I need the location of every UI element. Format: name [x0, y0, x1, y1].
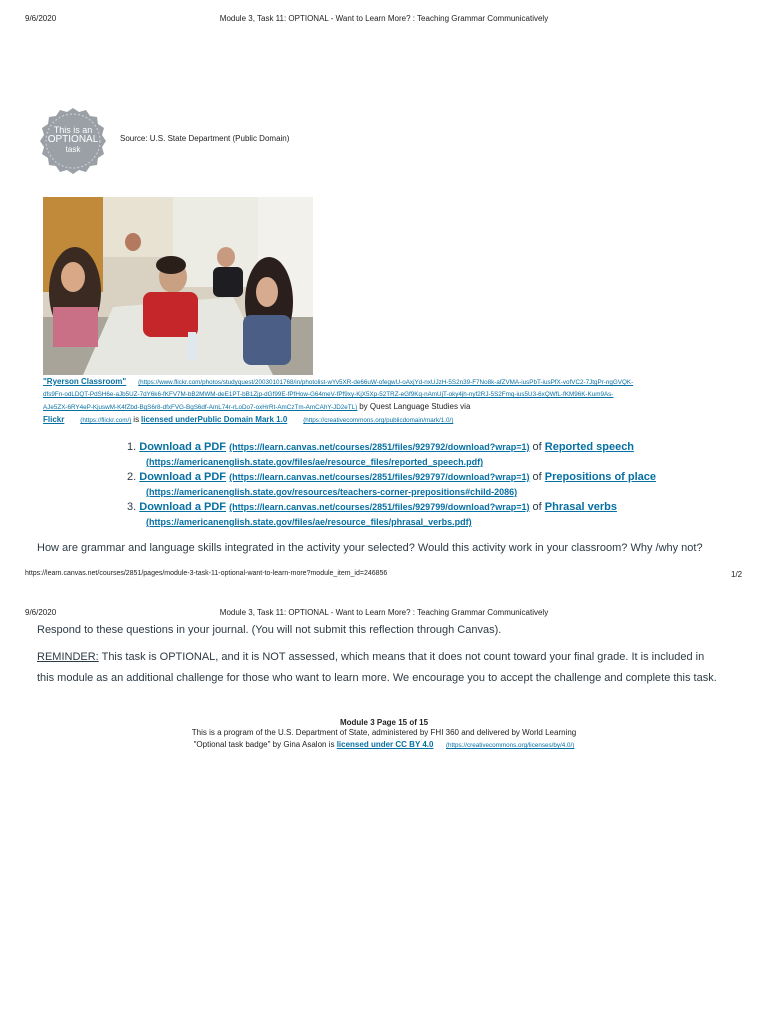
download-item-phrasal-verbs [127, 500, 747, 530]
badge-line-2: OPTIONAL [47, 134, 99, 145]
module-page-indicator: Module 3 Page 15 of 15 [339, 718, 429, 727]
download-item-reported-speech [127, 440, 747, 470]
reminder-label: REMINDER: [37, 651, 99, 663]
download-pdf-link[interactable]: Download a PDF [139, 471, 227, 483]
flickr-url[interactable]: (https://flickr.com/) [80, 417, 132, 424]
download-pdf-link[interactable]: Download a PDF [139, 441, 227, 453]
program-statement: This is a program of the U.S. Department of State, administered by FHI 360 and delivered by World Learning [191, 728, 577, 737]
print-title: Module 3, Task 11: OPTIONAL - Want to Learn More? : Teaching Grammar Communicatively [219, 14, 549, 23]
topic-url[interactable]: (https://americanenglish.state.gov/resources/teachers-corner-prepositions#child-2086) [146, 487, 518, 497]
print-date: 9/6/2020 [25, 14, 57, 23]
topic-url[interactable]: (https://americanenglish.state.gov/files/ae/resource_files/phrasal_verbs.pdf) [146, 517, 472, 527]
download-item-prepositions [127, 470, 747, 500]
topic-link[interactable]: Reported speech [544, 441, 635, 453]
list-number: 2. [127, 471, 137, 483]
public-domain-license-link[interactable]: licensed underPublic Domain Mark 1.0 [141, 415, 288, 424]
topic-link[interactable]: Phrasal verbs [544, 501, 617, 513]
cc-by-license-url[interactable]: (https://creativecommons.org/licenses/by/4.0/) [445, 742, 575, 749]
source-caption: Source: U.S. State Department (Public Domain) [120, 134, 290, 143]
topic-url[interactable]: (https://americanenglish.state.gov/files/ae/resource_files/reported_speech.pdf) [146, 457, 484, 467]
print-footer-url: https://learn.canvas.net/courses/2851/pages/module-3-task-11-optional-want-to-learn-more?module_item_id=246856 [25, 570, 388, 577]
of-text: of [532, 471, 542, 483]
optional-task-badge [38, 106, 108, 176]
list-number: 1. [127, 441, 137, 453]
print-page-number: 1/2 [731, 570, 743, 579]
classroom-photo [43, 197, 313, 375]
photo-credit [43, 376, 733, 427]
topic-link[interactable]: Prepositions of place [544, 471, 657, 483]
reminder-text: This task is OPTIONAL, and it is NOT assessed, which means that it does not count toward your final grade. It is included in this module as an additional challenge for those who want to learn more. We encourage you to accept the challenge and complete this task. [37, 651, 717, 684]
list-number: 3. [127, 501, 137, 513]
of-text: of [532, 441, 542, 453]
ryerson-classroom-link[interactable]: "Ryerson Classroom" [43, 377, 127, 386]
of-text: of [532, 501, 542, 513]
reminder-paragraph [37, 647, 717, 689]
flickr-photo-url-2[interactable]: dfs9Fn-odLDQT-PdSH6e-aJb5UZ-7dY6k6-fKFV7M-bB2MWM-deE1PT-bB1Zjp-dGf99E-fPfHow-G64meV-fPf9xy-KjX5Xp-52TRZ-eGf9Kq-nAmUjT-oky4jh-nyf2RJ-5S2Fmq-ius5U3-6xQWfL-fKM96K-Kum9As- [43, 391, 614, 398]
public-domain-license-url[interactable]: (https://creativecommons.org/publicdomain/mark/1.0/) [303, 417, 454, 424]
download-pdf-link[interactable]: Download a PDF [139, 501, 227, 513]
download-pdf-url[interactable]: (https://learn.canvas.net/courses/2851/files/929799/download?wrap=1) [229, 502, 530, 512]
is-text: is [133, 415, 140, 424]
print-title-page2: Module 3, Task 11: OPTIONAL - Want to Learn More? : Teaching Grammar Communicatively [219, 608, 549, 617]
download-list [127, 440, 747, 530]
respond-instructions: Respond to these questions in your journal. (You will not submit this reflection through Canvas). [37, 624, 502, 636]
badge-credit-text: "Optional task badge" by Gina Asalon is [193, 740, 335, 749]
badge-line-3: task [65, 145, 81, 154]
flickr-photo-url-3[interactable]: AJe5ZX-6RY4eP-KjuswM-K4fZbd-BgS6r8-dfxFVG-BgS6df-AmL74r-rLoDo7-oxHrRt-AmCzTm-AmCAhY-JD2eTL) [43, 404, 358, 411]
badge-line-1: This is an [53, 125, 93, 135]
badge-credit [0, 740, 768, 749]
download-pdf-url[interactable]: (https://learn.canvas.net/courses/2851/files/929797/download?wrap=1) [229, 472, 530, 482]
credit-by-text: by Quest Language Studies via [359, 402, 471, 411]
download-pdf-url[interactable]: (https://learn.canvas.net/courses/2851/files/929792/download?wrap=1) [229, 442, 530, 452]
reflection-question: How are grammar and language skills integrated in the activity your selected? Would this activity work in your classroom? Why /why not? [37, 542, 703, 554]
flickr-link[interactable]: Flickr [43, 415, 65, 424]
flickr-photo-url-1[interactable]: (https://www.flickr.com/photos/studyquest/20030101768/in/photolist-wYv5XR-de66uW-ofegwU-oAxjYd-nxUJzH-5S2n39-F7No8k-afZVMA-iusPbT-iusPfX-vofVC2-7JtgPr-ngGVQK- [138, 379, 634, 386]
print-date-page2: 9/6/2020 [25, 608, 57, 617]
cc-by-license-link[interactable]: licensed under CC BY 4.0 [336, 740, 434, 749]
